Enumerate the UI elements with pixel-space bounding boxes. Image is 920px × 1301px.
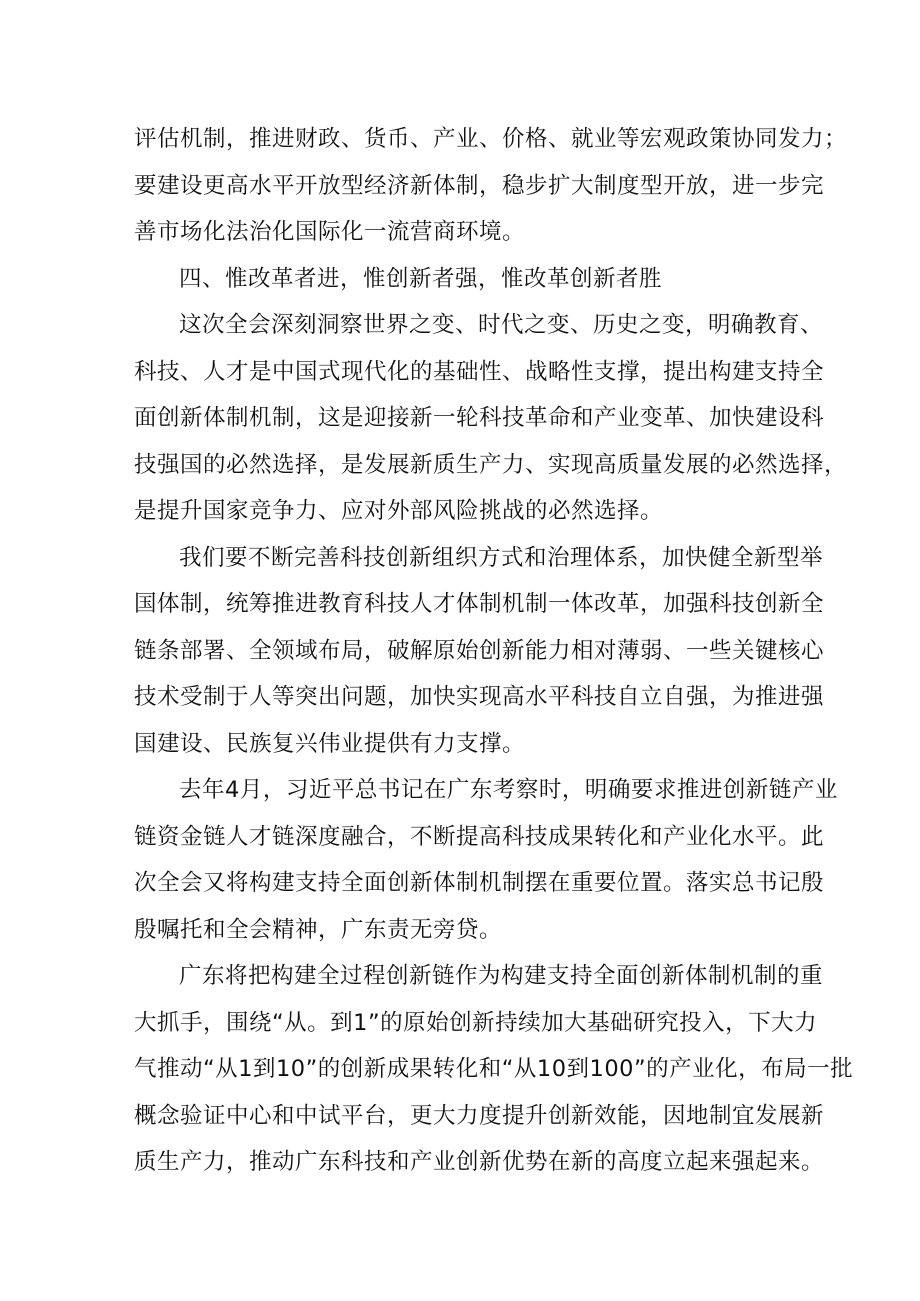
section-heading: [134, 256, 804, 303]
text-line: 去年4月，习近平总书记在广东考察时，明确要求推进创新链产业: [179, 777, 838, 803]
text-line: 链条部署、全领域布局，破解原始创新能力相对薄弱、一些关键核心: [134, 637, 825, 664]
text-line: 我们要不断完善科技创新组织方式和治理体系，加快健全新型举: [179, 544, 824, 571]
text-line: 要建设更高水平开放型经济新体制，稳步扩大制度型开放，进一步完: [134, 172, 825, 199]
paragraph: [134, 535, 825, 768]
text-line: 质生产力，推动广东科技和产业创新优势在新的高度立起来强起来。: [134, 1149, 825, 1175]
text-line: 殷嘱托和全会精神，广东责无旁贷。: [134, 916, 503, 943]
text-line: 评估机制，推进财政、货币、产业、价格、就业等宏观政策协同发力；: [134, 126, 848, 152]
text-line: 这次全会深刻洞察世界之变、时代之变、历史之变，明确教育、: [179, 312, 824, 338]
paragraph: [134, 767, 838, 953]
paragraph: [134, 302, 848, 535]
text-line: 概念验证中心和中试平台，更大力度提升创新效能，因地制宜发展新: [134, 1102, 825, 1129]
text-line: 四、惟改革者进，惟创新者强，惟改革创新者胜: [179, 265, 663, 292]
text-line: 大抓手，围绕“从。到1”的原始创新持续加大基础研究投入，下大力: [134, 1009, 818, 1036]
text-line: 技强国的必然选择，是发展新质生产力、实现高质量发展的必然选择，: [134, 451, 848, 478]
text-line: 是提升国家竞争力、应对外部风险挑战的必然选择。: [134, 498, 664, 524]
text-line: 科技、人才是中国式现代化的基础性、战略性支撑，提出构建支持全: [134, 358, 825, 385]
text-line: 善市场化法治化国际化一流营商环境。: [134, 219, 526, 245]
document-body: [134, 116, 854, 1186]
text-line: 次全会又将构建支持全面创新体制机制摆在重要位置。落实总书记殷: [134, 870, 825, 896]
text-line: 国建设、民族复兴伟业提供有力支撑。: [134, 730, 526, 757]
text-line: 面创新体制机制，这是迎接新一轮科技革命和产业变革、加快建设科: [134, 405, 825, 431]
paragraph: [134, 953, 854, 1186]
text-line: 气推动“从1到10”的创新成果转化和“从10到100”的产业化，布局一批: [134, 1056, 854, 1082]
text-line: 技术受制于人等突出问题，加快实现高水平科技自立自强，为推进强: [134, 684, 825, 710]
paragraph: [134, 116, 848, 256]
text-line: 广东将把构建全过程创新链作为构建支持全面创新体制机制的重: [179, 963, 824, 989]
text-line: 国体制，统筹推进教育科技人才体制机制一体改革，加强科技创新全: [134, 591, 825, 617]
text-line: 链资金链人才链深度融合，不断提高科技成果转化和产业化水平。此: [134, 823, 825, 850]
